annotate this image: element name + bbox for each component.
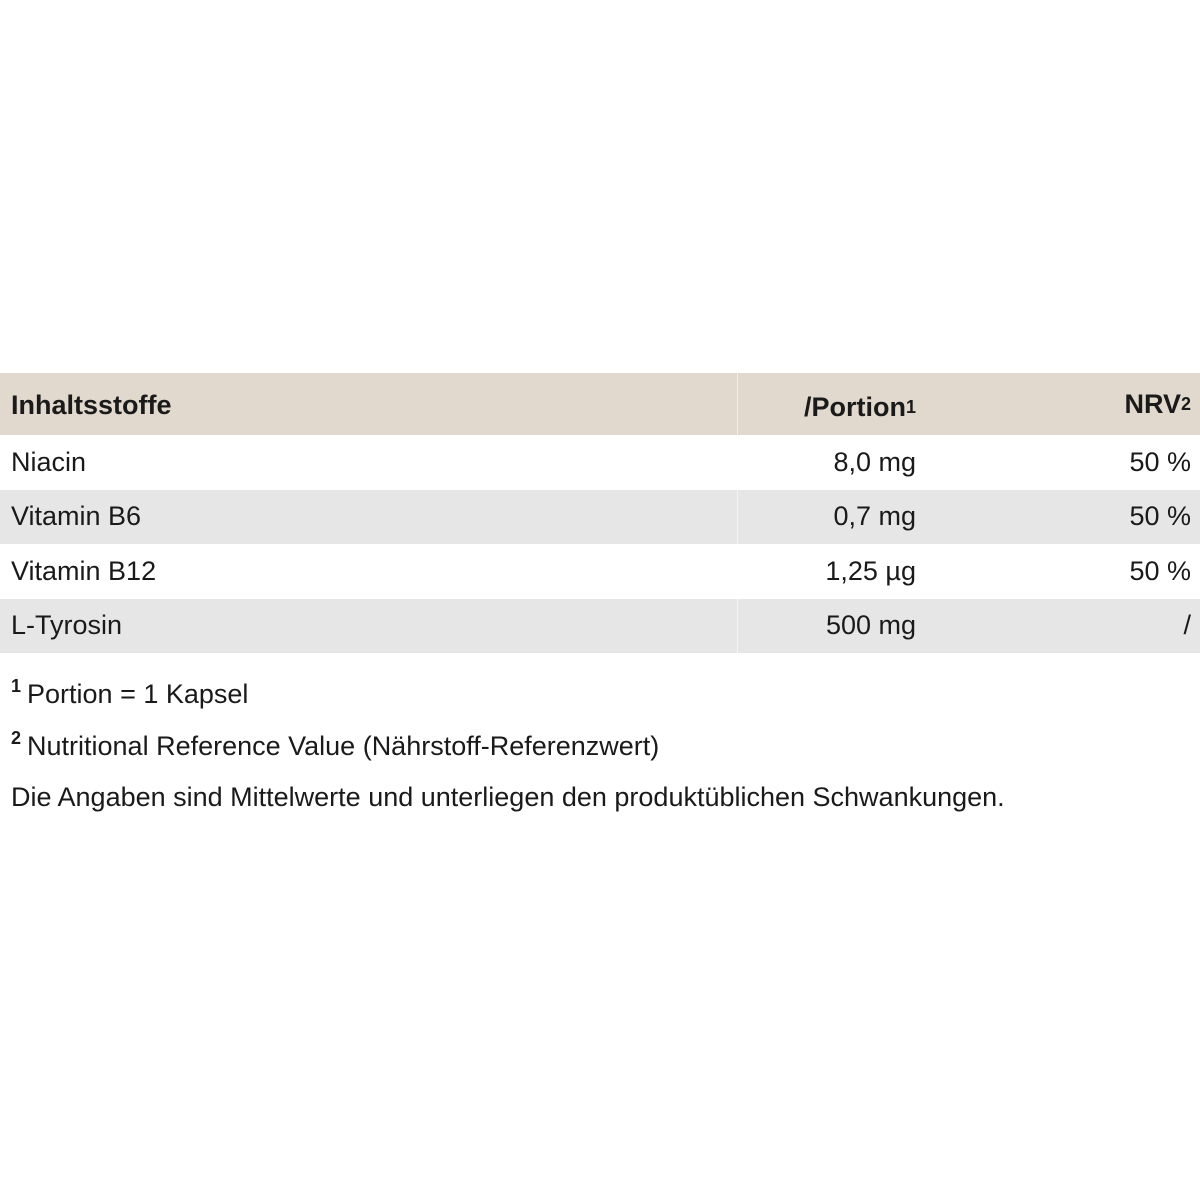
header-nrv: NRV 2	[1124, 388, 1191, 419]
table-row	[0, 490, 1200, 545]
row-portion: 1,25 µg	[825, 555, 916, 586]
row-portion: 8,0 mg	[833, 446, 916, 477]
header-ingredient: Inhaltsstoffe	[11, 389, 172, 420]
header-portion: /Portion 1	[803, 391, 916, 422]
table-row	[0, 435, 1200, 490]
row-ingredient: L-Tyrosin	[11, 610, 123, 641]
footnotes	[11, 664, 659, 768]
footnote-2	[11, 716, 659, 768]
row-ingredient: Niacin	[11, 446, 87, 477]
row-portion: 500 mg	[825, 610, 916, 641]
footnote-number: 2	[11, 728, 22, 748]
footnote-1	[11, 664, 659, 716]
row-ingredient: Vitamin B12	[11, 555, 157, 586]
row-nrv: /	[1183, 610, 1191, 641]
footnote-number: 1	[11, 676, 22, 696]
row-portion: 0,7 mg	[833, 501, 916, 532]
disclaimer-text: Die Angaben sind Mittelwerte und unterliegen den produktüblichen Schwankungen.	[11, 782, 1005, 812]
footnote-text: Portion = 1 Kapsel	[27, 679, 249, 709]
row-nrv: 50 %	[1129, 446, 1191, 477]
column-divider	[737, 373, 738, 653]
row-ingredient: Vitamin B6	[11, 501, 142, 532]
nutrition-table	[0, 373, 1200, 653]
footnote-text: Nutritional Reference Value (Nährstoff-Referenzwert)	[27, 731, 660, 761]
table-header-row	[0, 373, 1200, 435]
row-nrv: 50 %	[1129, 501, 1191, 532]
table-row	[0, 544, 1200, 599]
table-row	[0, 599, 1200, 654]
row-nrv: 50 %	[1129, 555, 1191, 586]
